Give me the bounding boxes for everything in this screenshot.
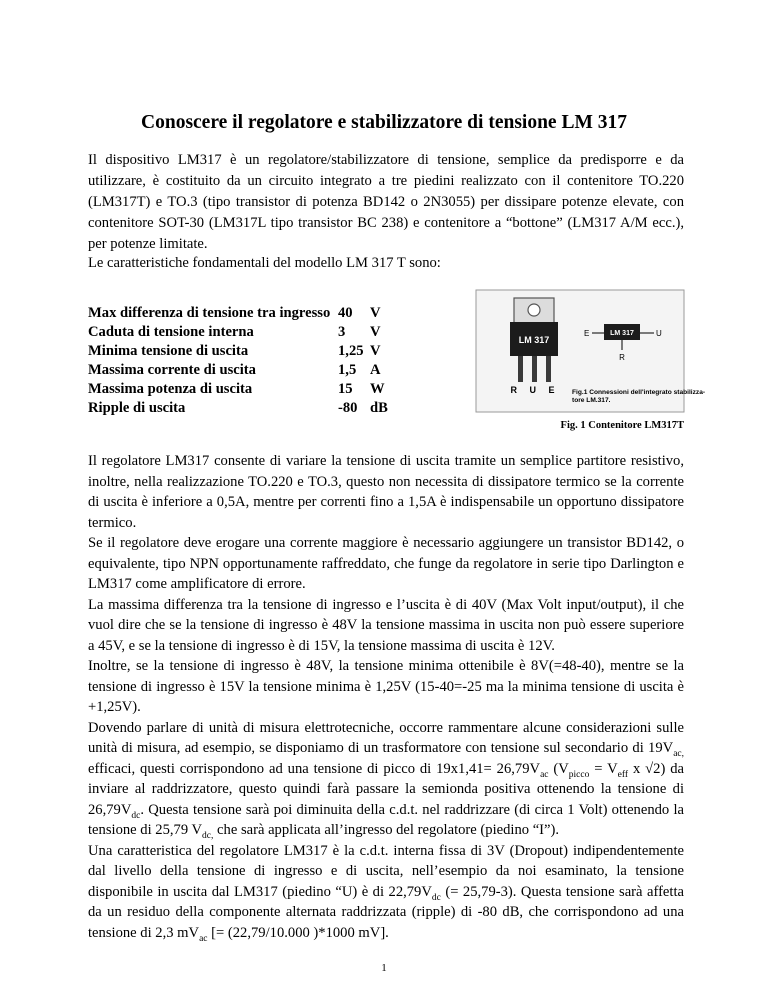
spec-value: 40 — [338, 305, 353, 321]
chip-label: LM 317 — [518, 335, 550, 345]
spec-label: Massima potenza di uscita — [88, 381, 253, 397]
spec-label: Caduta di tensione interna — [88, 324, 254, 340]
spec-label: Ripple di uscita — [88, 400, 186, 416]
spec-unit: dB — [370, 400, 388, 416]
spec-unit: V — [370, 343, 381, 359]
spec-row — [88, 342, 388, 361]
page-number: 1 — [381, 962, 387, 974]
schematic-in-label: E — [584, 329, 590, 338]
spec-value: 1,5 — [338, 362, 357, 378]
spec-value: 3 — [338, 324, 346, 340]
mounting-hole — [528, 304, 540, 316]
lm317-figure — [476, 290, 706, 412]
pin-labels: R U E — [510, 385, 560, 395]
spec-row — [88, 399, 388, 418]
specs-intro: Le caratteristiche fondamentali del modello LM 317 T sono: — [88, 255, 441, 271]
spec-value: 15 — [338, 381, 353, 397]
paragraph: Il regolatore LM317 consente di variare la tensione di uscita tramite un semplice partitore resistivo, inoltre, nella realizzazione TO.220 e TO.3, questo non necessita di dissipatore termico se la corrente di uscita è inferiore a 0,5A, mentre per correnti fino a 1,5A è indispensabile un opportuno dissipatore termico. — [88, 453, 684, 531]
paragraph: Una caratteristica del regolatore LM317 è la c.d.t. interna fissa di 3V (Dropout) indipendentemente dal livello della tensione di ingresso e di uscita, nell’esempio da noi esaminato, la tensione disponibile in uscita dal LM317 (piedino “U) è di $22,79V_{dc}$ (= 25,79-3). Questa tensione sarà affetta da un residuo della componente alternata raddrizzata (ripple) di -80 dB, che corrispondono ad una tensione di 2,3 $mV_{ac}$ [= (22,79/10.000 )*1000 mV]. — [88, 842, 684, 944]
figure-caption: Fig. 1 Contenitore LM317T — [560, 420, 684, 431]
spec-label: Minima tensione di uscita — [88, 343, 249, 359]
schematic-block-label: LM 317 — [610, 330, 634, 337]
paragraph: La massima differenza tra la tensione di ingresso e l’uscita è di 40V (Max Volt input/output), il che vuol dire che se la tensione di ingresso è 48V la tensione massima in uscita non può essere superiore a 45V, e se la tensione di ingresso è di 15V, la tensione massima di uscita è 12V. — [88, 596, 684, 654]
spec-unit: V — [370, 324, 381, 340]
spec-label: Max differenza di tensione tra ingresso — [88, 305, 331, 321]
schematic-out-label: U — [656, 329, 662, 338]
page-title: Conoscere il regolatore e stabilizzatore di tensione LM 317 — [141, 112, 627, 133]
body-text — [88, 451, 684, 943]
schematic-adj-label: R — [619, 353, 625, 362]
spec-row — [88, 304, 388, 323]
spec-value: -80 — [338, 400, 358, 416]
spec-row — [88, 380, 388, 399]
spec-unit: V — [370, 305, 381, 321]
spec-label: Massima corrente di uscita — [88, 362, 256, 378]
paragraph: Dovendo parlare di unità di misura elettrotecniche, occorre rammentare alcune considerazioni sulle unità di misura, ad esempio, se disponiamo di un trasformatore con tensione sul secondario di $19V_{ac,}$ efficaci, questi corrispondono ad una tensione di picco di $19x1,41= 26,79V_{ac}$ ($V_{picco} = V_{eff}$ x √2) da inviare al raddrizzatore, questo quindi farà passare la semionda positiva ottenendo la tensione di $26,79V_{dc}$. Questa tensione sarà poi diminuita della c.d.t. nel raddrizzare (di circa 1 Volt) ottenendo la tensione di 25,79 $V_{dc,}$ che sarà applicata all’ingresso del regolatore (piedino “I”). — [88, 719, 684, 841]
paragraph: Se il regolatore deve erogare una corrente maggiore è necessario aggiungere un transistor BD142, o equivalente, tipo NPN opportunamente raffreddato, che funge da regolatore in serie tipo Darlington e LM317 come amplificatore di errore. — [88, 535, 684, 592]
spec-unit: W — [370, 381, 385, 397]
intro-paragraph: Il dispositivo LM317 è un regolatore/stabilizzatore di tensione, semplice da predisporre e da utilizzare, è costituito da un circuito integrato a tre piedini realizzato con il contenitore TO.220 (LM317T) e TO.3 (tipo transistor di potenza BD142 o 2N3055) per dissipare potenze elevate, con contenitore SOT-30 (LM317L tipo transistor BC 238) e contenitore a “bottone” (LM317 A/M ecc.), per potenze limitate. — [88, 152, 684, 252]
paragraph: Inoltre, se la tensione di ingresso è 48V, la tensione minima ottenibile è 8V(=48-40), mentre se la tensione di ingresso è 15V la tensione minima è 1,25V (15-40=-25 ma la minima tensione di uscita è +1,25V). — [88, 658, 684, 715]
specs-table — [88, 304, 388, 418]
spec-row — [88, 323, 388, 342]
spec-unit: A — [370, 362, 381, 378]
inner-caption: Fig.1 Connessioni dell'integrato stabilizza- tore LM.317. — [572, 389, 706, 404]
spec-row — [88, 361, 388, 380]
spec-value: 1,25 — [338, 343, 364, 359]
